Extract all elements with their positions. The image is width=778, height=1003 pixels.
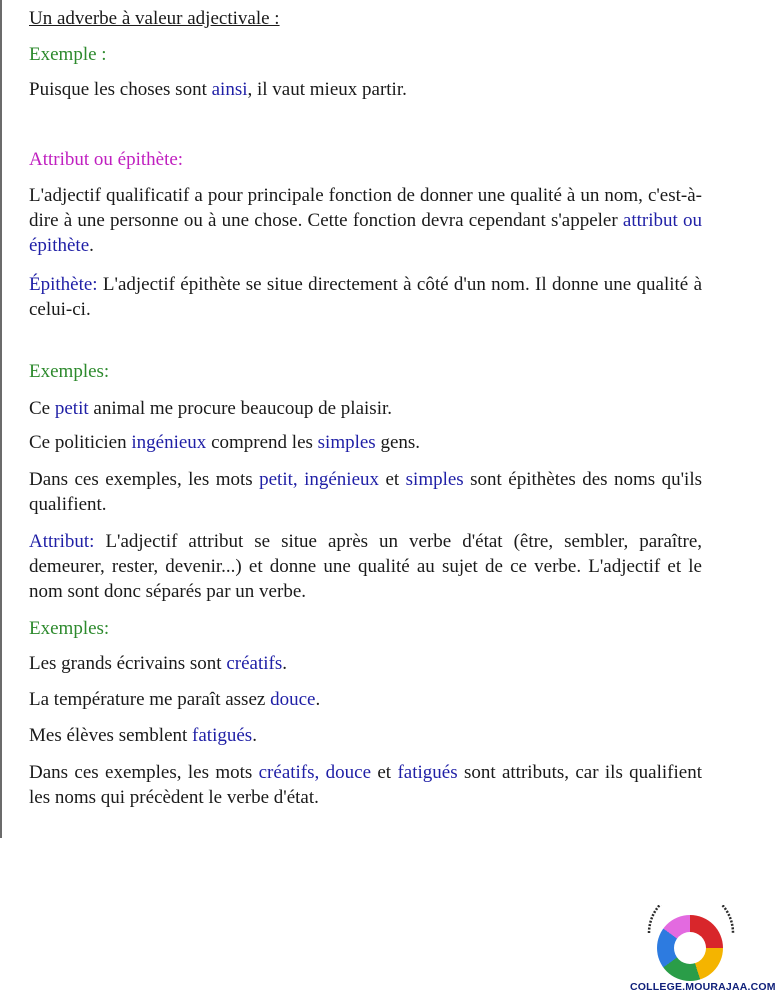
highlight-word: simples bbox=[405, 469, 464, 490]
text: , il vaut mieux partir. bbox=[247, 79, 407, 100]
highlight-word: créatifs bbox=[226, 653, 283, 674]
text: L'adjectif attribut se situe après un verbe d'état (être, sembler, paraître, demeurer, rester, devenir...) et donne une qualité au sujet de ce verbe. L'adjectif et le nom sont donc séparés par un verbe. bbox=[29, 531, 702, 602]
text: . bbox=[252, 725, 257, 746]
text: , bbox=[314, 762, 326, 783]
text: , bbox=[292, 469, 305, 490]
text: Puisque les choses sont bbox=[29, 79, 212, 100]
text: animal me procure beaucoup de plaisir. bbox=[88, 398, 393, 419]
example-sentence-5 bbox=[29, 687, 702, 712]
exemple-label: Exemple : bbox=[29, 44, 107, 65]
example-sentence-4 bbox=[29, 651, 702, 676]
highlight-word: simples bbox=[317, 432, 376, 453]
paragraph-attribut-explanation bbox=[29, 760, 702, 810]
text: sont attributs, car ils qualifient les noms qui précèdent le verbe d'état. bbox=[29, 762, 702, 808]
attribut-label: Attribut: bbox=[29, 531, 95, 552]
text: comprend les bbox=[206, 432, 318, 453]
example-sentence-6 bbox=[29, 723, 702, 748]
highlight-word: douce bbox=[270, 689, 316, 710]
paragraph-attribut bbox=[29, 529, 702, 604]
highlight-word: petit bbox=[259, 469, 293, 490]
page-left-border bbox=[0, 0, 2, 838]
site-logo[interactable] bbox=[630, 905, 776, 997]
paragraph-epithete bbox=[29, 272, 702, 322]
text: Ce bbox=[29, 398, 55, 419]
text: Les grands écrivains sont bbox=[29, 653, 227, 674]
example-sentence-2 bbox=[29, 396, 702, 421]
highlight-word: douce bbox=[325, 762, 372, 783]
text: L'adjectif qualificatif a pour principale fonction de donner une qualité à un nom, c'est-à-dire à une personne ou à une chose. Cette fonction devra cependant s'appeler bbox=[29, 185, 702, 231]
epithete-label: Épithète: bbox=[29, 274, 98, 295]
text: Ce politicien bbox=[29, 432, 132, 453]
text: Mes élèves semblent bbox=[29, 725, 193, 746]
text: . bbox=[89, 235, 94, 256]
exemples-label: Exemples: bbox=[29, 361, 110, 382]
example-sentence-3 bbox=[29, 430, 702, 455]
highlight-word: petit bbox=[54, 398, 89, 419]
text: Dans ces exemples, les mots bbox=[29, 469, 260, 490]
highlight-word: créatifs bbox=[258, 762, 315, 783]
logo-caption: COLLEGE.MOURAJAA.COM bbox=[630, 981, 776, 993]
text: et bbox=[371, 762, 398, 783]
highlight-word: ingénieux bbox=[131, 432, 207, 453]
text: sont épithètes des noms qu'ils qualifient. bbox=[29, 469, 703, 515]
logo-center bbox=[674, 932, 706, 964]
section-title-attribut-epithete: Attribut ou épithète: bbox=[29, 149, 184, 170]
text: Dans ces exemples, les mots bbox=[29, 762, 259, 783]
text: La température me paraît assez bbox=[29, 689, 271, 710]
highlight-word: fatigués bbox=[192, 725, 253, 746]
text: . bbox=[315, 689, 321, 710]
highlight-word: ainsi bbox=[211, 79, 248, 100]
highlight-word: attribut ou épithète bbox=[29, 210, 702, 256]
highlight-word: fatigués bbox=[397, 762, 458, 783]
section-heading: Un adverbe à valeur adjectivale : bbox=[29, 8, 280, 29]
text: et bbox=[379, 469, 406, 490]
highlight-word: ingénieux bbox=[304, 469, 380, 490]
text: gens. bbox=[375, 432, 421, 453]
example-sentence-1 bbox=[29, 77, 702, 102]
paragraph-epithete-explanation bbox=[29, 467, 702, 517]
paragraph-definition bbox=[29, 183, 702, 258]
exemples-label: Exemples: bbox=[29, 618, 110, 639]
text: . bbox=[282, 653, 287, 674]
text: L'adjectif épithète se situe directement à côté d'un nom. Il donne une qualité à celui-ci. bbox=[29, 274, 702, 320]
